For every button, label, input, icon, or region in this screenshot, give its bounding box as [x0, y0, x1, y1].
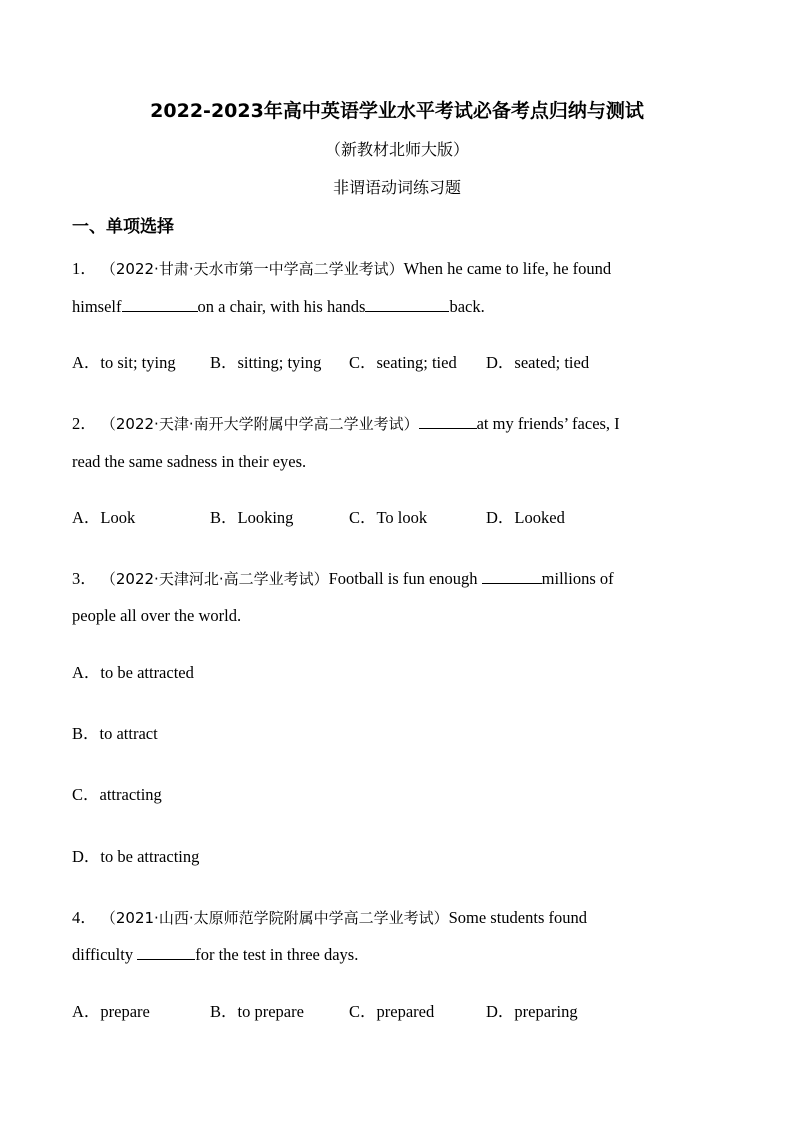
question-source: （2022·天津河北·高二学业考试） — [100, 570, 329, 588]
option-b: B．Looking — [210, 508, 294, 527]
question-4-line-1 — [72, 904, 587, 928]
question-text: When he came to life, he found — [403, 259, 612, 278]
question-number: 2． — [72, 414, 97, 433]
option-a: A．prepare — [72, 1002, 150, 1021]
question-source: （2022·甘肃·天水市第一中学高二学业考试） — [100, 260, 404, 278]
question-text: Some students found — [448, 908, 588, 927]
answer-blank — [137, 945, 195, 960]
option-c: C．To look — [349, 508, 428, 527]
option-a: A．to sit; tying — [72, 353, 176, 372]
question-3-line-1 — [72, 565, 614, 589]
question-2-line-2 — [72, 452, 306, 472]
question-text: millions of — [541, 569, 614, 588]
option-d: D．Looked — [486, 508, 565, 527]
question-text: back. — [449, 297, 485, 316]
question-source: （2022·天津·南开大学附属中学高二学业考试） — [100, 415, 419, 433]
option-c: C．attracting — [72, 785, 162, 804]
question-1-line-2 — [72, 297, 485, 317]
answer-blank — [365, 297, 449, 312]
page-topic: 非谓语动词练习题 — [332, 178, 461, 197]
question-text: difficulty — [72, 945, 134, 964]
question-text: people all over the world. — [72, 606, 242, 625]
question-number: 1． — [72, 259, 97, 278]
question-number: 3． — [72, 569, 97, 588]
option-d: D．seated; tied — [486, 353, 590, 372]
question-1-line-1 — [72, 255, 611, 279]
option-d: D．preparing — [486, 1002, 578, 1021]
question-text: Football is fun enough — [328, 569, 478, 588]
option-b: B．to prepare — [210, 1002, 304, 1021]
option-b: B．to attract — [72, 724, 158, 743]
page-subtitle: （新教材北师大版） — [324, 140, 469, 159]
answer-blank — [122, 297, 198, 312]
answer-blank — [419, 414, 477, 429]
option-c: C．prepared — [349, 1002, 435, 1021]
question-4-line-2 — [72, 945, 358, 965]
answer-blank — [482, 569, 542, 584]
option-b: B．sitting; tying — [210, 353, 322, 372]
question-text: read the same sadness in their eyes. — [72, 452, 307, 471]
option-a: A．to be attracted — [72, 663, 194, 682]
section-heading: 一、单项选择 — [72, 217, 174, 237]
question-text: on a chair, with his hands — [197, 297, 366, 316]
page-title: 2022-2023年高中英语学业水平考试必备考点归纳与测试 — [150, 100, 644, 122]
question-text: for the test in three days. — [195, 945, 359, 964]
question-text: at my friends’ faces, I — [476, 414, 620, 433]
option-c: C．seating; tied — [349, 353, 457, 372]
option-d: D．to be attracting — [72, 847, 200, 866]
question-text: himself — [72, 297, 122, 316]
option-a: A．Look — [72, 508, 136, 527]
question-2-line-1 — [72, 410, 620, 434]
question-source: （2021·山西·太原师范学院附属中学高二学业考试） — [100, 909, 449, 927]
question-number: 4． — [72, 908, 97, 927]
question-3-line-2 — [72, 606, 241, 626]
